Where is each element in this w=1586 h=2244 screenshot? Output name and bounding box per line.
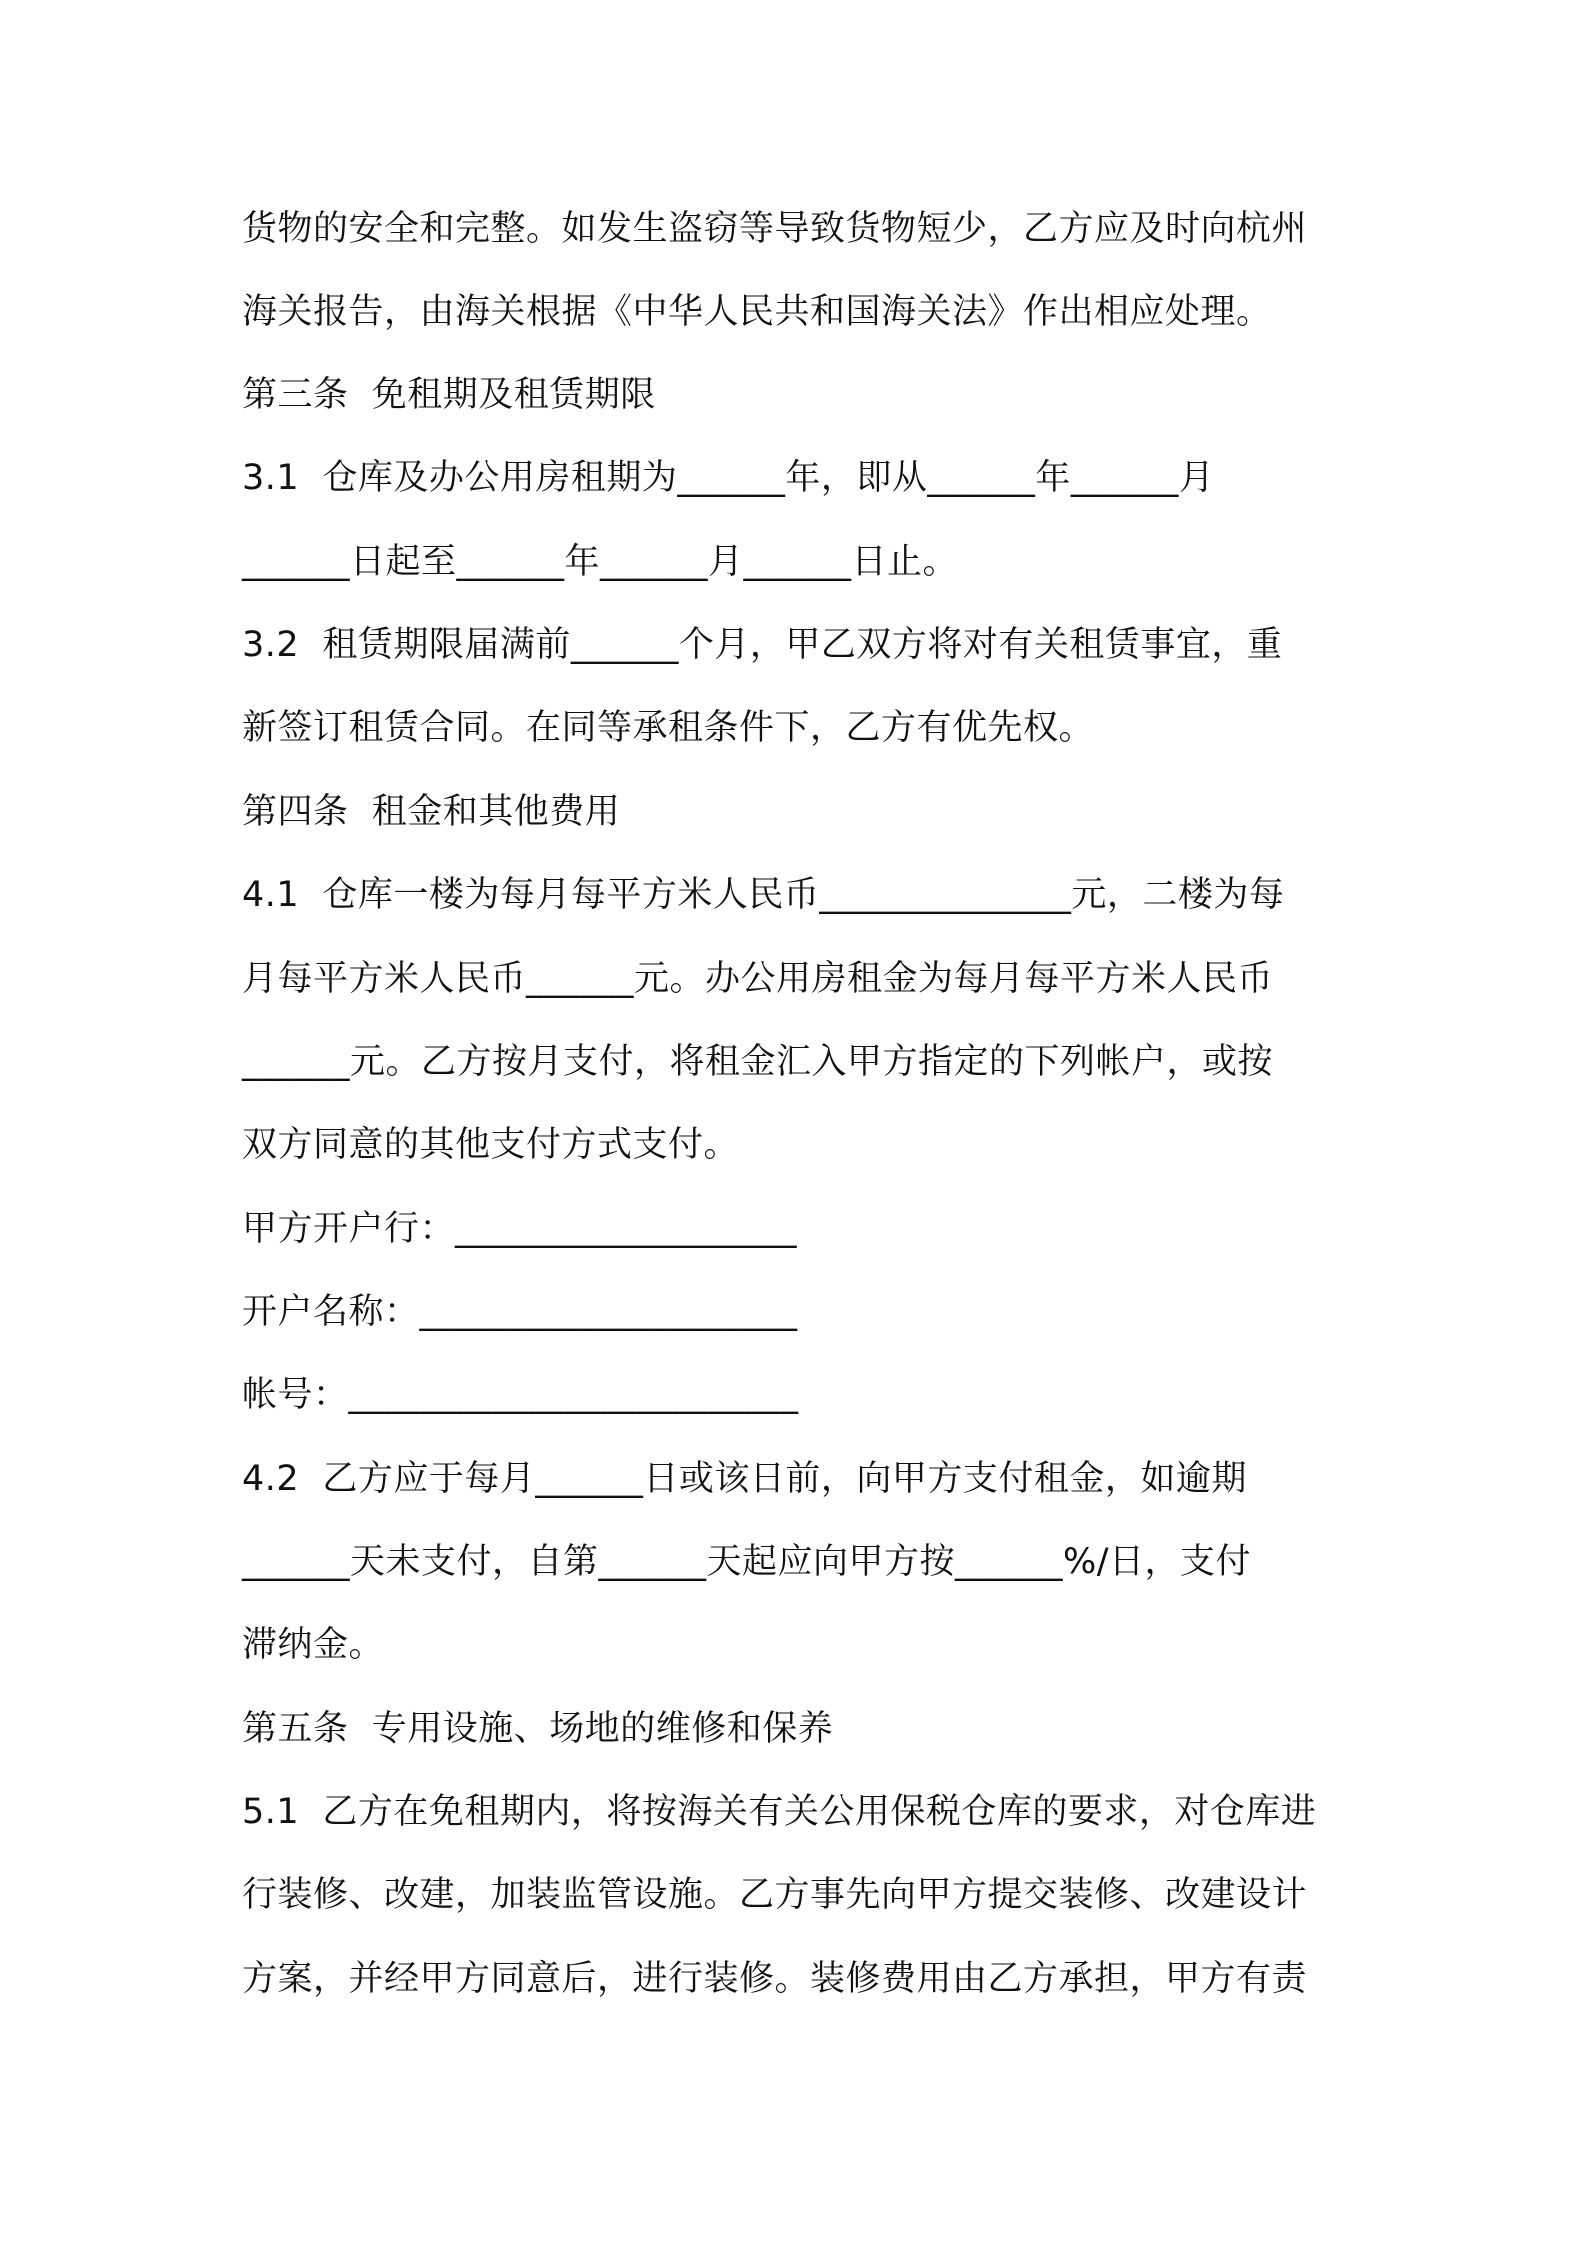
account-number-field-line: 帐号：_________________________ xyxy=(242,1375,799,1415)
section-heading: 第五条 专用设施、场地的维修和保养 xyxy=(242,1709,834,1749)
clause-line: 5.1 乙方在免租期内，将按海关有关公用保税仓库的要求，对仓库进 xyxy=(242,1792,1317,1832)
clause-line: 3.2 租赁期限届满前______个月，甲乙双方将对有关租赁事宜，重 xyxy=(242,625,1283,665)
text-line: 月每平方米人民币______元。办公用房租金为每月每平方米人民币 xyxy=(242,959,1274,999)
clause-line: 3.1 仓库及办公用房租期为______年，即从______年______月 xyxy=(242,458,1215,498)
clause-line: 4.2 乙方应于每月______日或该日前，向甲方支付租金，如逾期 xyxy=(242,1459,1247,1499)
clause-line: 4.1 仓库一楼为每月每平方米人民币______________元，二楼为每 xyxy=(242,875,1285,915)
bank-field-line: 甲方开户行：___________________ xyxy=(242,1209,798,1249)
account-name-field-line: 开户名称：_____________________ xyxy=(242,1292,798,1332)
text-line: 行装修、改建，加装监管设施。乙方事先向甲方提交装修、改建设计 xyxy=(242,1875,1308,1915)
text-line: 海关报告，由海关根据《中华人民共和国海关法》作出相应处理。 xyxy=(242,292,1272,332)
text-line: 滞纳金。 xyxy=(242,1625,385,1665)
text-line: ______元。乙方按月支付，将租金汇入甲方指定的下列帐户，或按 xyxy=(242,1042,1274,1082)
section-heading: 第四条 租金和其他费用 xyxy=(242,792,621,832)
text-line: 方案，并经甲方同意后，进行装修。装修费用由乙方承担，甲方有责 xyxy=(242,1959,1308,1999)
text-line: ______日起至______年______月______日止。 xyxy=(242,542,959,582)
text-line: ______天未支付，自第______天起应向甲方按______%/日，支付 xyxy=(242,1542,1252,1582)
text-line: 货物的安全和完整。如发生盗窃等导致货物短少，乙方应及时向杭州 xyxy=(242,209,1308,249)
section-heading: 第三条 免租期及租赁期限 xyxy=(242,375,656,415)
text-line: 双方同意的其他支付方式支付。 xyxy=(242,1125,740,1165)
text-line: 新签订租赁合同。在同等承租条件下，乙方有优先权。 xyxy=(242,708,1095,748)
